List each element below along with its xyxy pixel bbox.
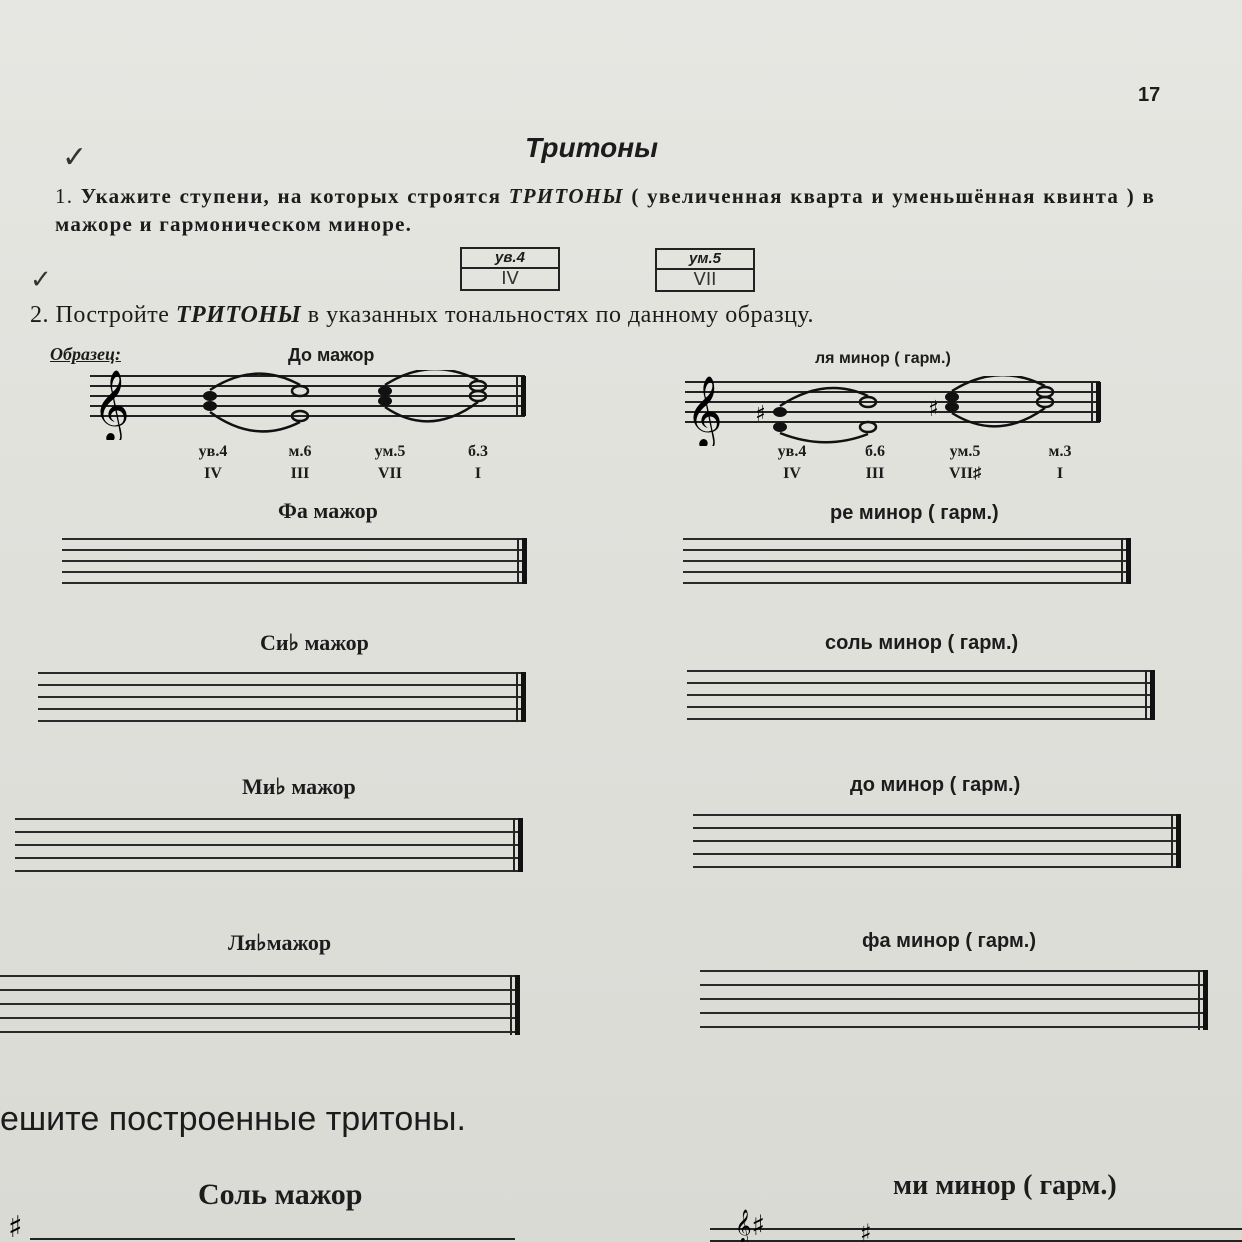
bottom-key-label: ми минор ( гарм.) bbox=[893, 1170, 1117, 1201]
interval-label: ув.4 bbox=[198, 443, 228, 460]
sample-minor-staff bbox=[680, 376, 1105, 446]
interval-label: ум.5 bbox=[949, 443, 981, 460]
empty-staff[interactable] bbox=[62, 538, 527, 584]
sample-major-key: До мажор bbox=[288, 345, 375, 365]
sample-minor-key: ля минор ( гарм.) bbox=[815, 350, 951, 367]
degree-label: III bbox=[865, 465, 885, 482]
empty-staff[interactable] bbox=[700, 970, 1208, 1030]
degree-label: I bbox=[474, 465, 482, 482]
exercise-key-label: Фа мажор bbox=[278, 498, 378, 523]
bottom-key-label: Соль мажор bbox=[198, 1178, 363, 1211]
task-2-text-before: Постройте bbox=[55, 302, 170, 328]
degree-label: VII bbox=[377, 465, 402, 482]
degree-label: VII♯ bbox=[948, 465, 981, 482]
empty-staff[interactable] bbox=[15, 818, 523, 872]
interval-label: б.3 bbox=[468, 443, 488, 460]
task-2-number: 2. bbox=[30, 302, 49, 328]
degree-label: I bbox=[1056, 465, 1064, 482]
task-2-text bbox=[30, 302, 814, 329]
empty-staff[interactable] bbox=[0, 975, 520, 1035]
exercise-key-label: Ми♭ мажор bbox=[242, 774, 356, 799]
check-mark-icon: ✓ bbox=[62, 141, 88, 174]
answer-box-value[interactable]: VII bbox=[693, 269, 717, 290]
exercise-key-label: Си♭ мажор bbox=[260, 630, 369, 655]
exercise-key-label: Ля♭мажор bbox=[228, 930, 332, 955]
task-1-text bbox=[55, 182, 1155, 238]
treble-clef-icon: 𝄞 bbox=[93, 370, 130, 440]
degree-label: IV bbox=[204, 465, 222, 482]
task-1-number: 1. bbox=[55, 184, 74, 208]
answer-box-label: ум.5 bbox=[657, 250, 753, 270]
interval-label: ув.4 bbox=[777, 443, 807, 460]
task-3-text: ешите построенные тритоны. bbox=[0, 1100, 466, 1138]
page-title: Тритоны bbox=[525, 132, 659, 163]
page-number: 17 bbox=[1138, 84, 1161, 106]
task-1-text-before: Укажите ступени, на которых строятся bbox=[80, 184, 502, 208]
exercise-key-label: ре минор ( гарм.) bbox=[830, 502, 999, 524]
answer-box-aug4 bbox=[460, 247, 560, 291]
sample-label: Образец: bbox=[50, 344, 121, 364]
check-mark-icon: ✓ bbox=[30, 265, 52, 294]
sharp-icon: ♯ bbox=[8, 1210, 23, 1242]
task-2-text-after: в указанных тональностях по данному образцу. bbox=[307, 302, 815, 328]
answer-box-value[interactable]: IV bbox=[501, 268, 519, 289]
interval-label: ум.5 bbox=[374, 443, 406, 460]
treble-clef-icon: 𝄞 bbox=[686, 376, 723, 446]
task-1-text-after: ( увеличенная кварта и уменьшённая квинта ) в мажоре и гармоническом миноре. bbox=[55, 184, 1155, 236]
empty-staff[interactable] bbox=[687, 670, 1155, 720]
empty-staff[interactable] bbox=[38, 672, 526, 722]
empty-staff[interactable] bbox=[693, 814, 1181, 868]
answer-box-label: ув.4 bbox=[462, 249, 558, 269]
sample-major-staff bbox=[85, 370, 530, 440]
answer-box-dim5 bbox=[655, 248, 755, 292]
task-2-emphasis: ТРИТОНЫ bbox=[175, 302, 302, 328]
treble-clef-fragment: 𝄞♯ bbox=[735, 1209, 766, 1242]
task-1-emphasis: ТРИТОНЫ bbox=[508, 184, 624, 208]
exercise-key-label: соль минор ( гарм.) bbox=[825, 632, 1019, 654]
interval-label: м.6 bbox=[288, 443, 312, 460]
sharp-icon: ♯ bbox=[860, 1219, 872, 1242]
svg-text:♯: ♯ bbox=[755, 402, 766, 427]
degree-label: III bbox=[290, 465, 310, 482]
degree-label: IV bbox=[783, 465, 801, 482]
exercise-key-label: до минор ( гарм.) bbox=[850, 774, 1021, 796]
exercise-key-label: фа минор ( гарм.) bbox=[862, 930, 1036, 952]
interval-label: м.3 bbox=[1048, 443, 1072, 460]
svg-text:♯: ♯ bbox=[928, 397, 939, 422]
bottom-staff-fragments bbox=[0, 1205, 1242, 1242]
interval-label: б.6 bbox=[865, 443, 885, 460]
empty-staff[interactable] bbox=[683, 538, 1131, 584]
